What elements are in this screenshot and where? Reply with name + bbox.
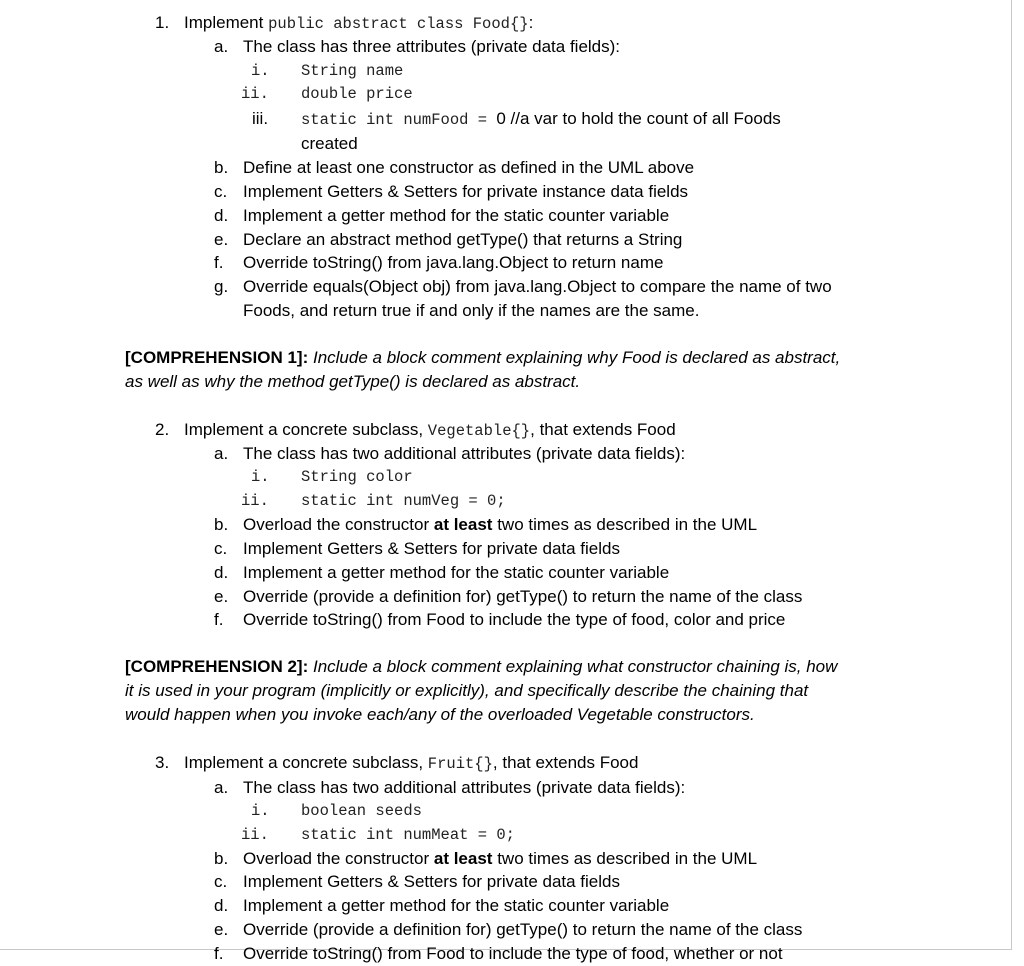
item-1a-iii-rest: 0 //a var to hold the count of all Foods [496,109,781,128]
item-2f-text: Override toString() from Food to include the type of food, color and price [243,610,786,629]
comprehension-1-line-2: as well as why the method getType() is declared as abstract. [125,372,581,391]
item-3a-letter: a. [214,778,229,797]
item-1a-text: The class has three attributes (private data fields): [243,37,621,56]
item-3a-i-roman: i. [251,802,270,820]
item-3a-text: The class has two additional attributes (private data fields): [243,778,686,797]
item-2a-text: The class has two additional attributes (private data fields): [243,444,686,463]
item-2b-pre: Overload the constructor [243,515,434,534]
item-3b-post: two times as described in the UML [492,849,758,868]
item-3b-pre: Overload the constructor [243,849,434,868]
section-1-heading [184,11,533,36]
comprehension-2-label: [COMPREHENSION 2]: [125,657,309,676]
comprehension-2-line-3: would happen when you invoke each/any of the overloaded Vegetable constructors. [125,705,755,724]
item-1a-iii-equals: = [468,111,497,129]
item-3b-bold: at least [433,849,493,868]
item-1a-iii-rest2: created [301,134,358,153]
item-1e-letter: e. [214,230,229,249]
comprehension-1-line-1 [125,346,840,370]
section-2-tail: , that extends Food [530,420,676,439]
item-1g-letter: g. [214,277,229,296]
item-2b-bold: at least [433,515,493,534]
item-3b-letter: b. [214,849,229,868]
section-1-tail: : [528,13,534,32]
comprehension-2-line-1 [125,655,837,679]
item-2a-i-code: String color [301,468,413,486]
item-3e-text: Override (provide a definition for) getType() to return the name of the class [243,920,803,939]
item-2a-letter: a. [214,444,229,463]
item-2f-letter: f. [214,610,224,629]
item-1a-ii-code: double price [301,85,413,103]
item-1b-letter: b. [214,158,229,177]
item-3e-letter: e. [214,920,229,939]
item-2c-letter: c. [214,539,228,558]
section-3-code: Fruit{} [427,755,493,773]
section-2-code: Vegetable{} [427,422,531,440]
item-1c-letter: c. [214,182,228,201]
item-2a-ii-roman: ii. [241,492,269,510]
section-2-number: 2. [155,420,170,439]
item-2a-ii-code: static int numVeg = 0; [301,492,506,510]
item-1g-text-2: Foods, and return true if and only if the names are the same. [243,301,700,320]
section-2-intro: Implement a concrete subclass, [184,420,424,439]
item-3d-text: Implement a getter method for the static counter variable [243,896,670,915]
item-1d-text: Implement a getter method for the static counter variable [243,206,670,225]
section-1-code: public abstract class Food{} [268,15,529,33]
item-1a-i-roman: i. [251,62,270,80]
comprehension-2-line-2: it is used in your program (implicitly or explicitly), and specifically describe the chaining that [125,681,809,700]
item-3a-i-code: boolean seeds [301,802,422,820]
item-2b-post: two times as described in the UML [492,515,758,534]
item-3c-letter: c. [214,872,228,891]
item-2e-letter: e. [214,587,229,606]
item-3d-letter: d. [214,896,229,915]
item-1a-ii-roman: ii. [241,85,269,103]
item-1a-iii-roman: iii. [252,109,269,128]
item-1a-iii-code: static int numFood [301,111,469,129]
section-2-heading [184,418,676,443]
section-3-heading [184,751,638,776]
section-3-tail: , that extends Food [492,753,639,772]
item-1b-text: Define at least one constructor as defined in the UML above [243,158,695,177]
section-1-intro: Implement [184,13,264,32]
item-3f-letter: f. [214,944,224,963]
item-3b-text [243,847,757,871]
item-3a-ii-roman: ii. [241,826,269,844]
comprehension-1-text-1: Include a block comment explaining why Food is declared as abstract, [312,348,841,367]
item-1c-text: Implement Getters & Setters for private instance data fields [243,182,689,201]
item-1e-text: Declare an abstract method getType() that returns a String [243,230,683,249]
item-1a-iii-text [301,107,781,132]
item-3f-text: Override toString() from Food to include the type of food, whether or not [243,944,783,963]
item-3a-ii-code: static int numMeat = 0; [301,826,515,844]
item-2c-text: Implement Getters & Setters for private data fields [243,539,620,558]
section-3-number: 3. [155,753,170,772]
comprehension-2-text-1: Include a block comment explaining what constructor chaining is, how [312,657,838,676]
item-2e-text: Override (provide a definition for) getType() to return the name of the class [243,587,803,606]
item-2b-text [243,513,757,537]
item-2d-text: Implement a getter method for the static counter variable [243,563,670,582]
comprehension-1-label: [COMPREHENSION 1]: [125,348,309,367]
item-2b-letter: b. [214,515,229,534]
section-1-number: 1. [155,13,170,32]
item-1f-letter: f. [214,253,224,272]
item-2d-letter: d. [214,563,229,582]
item-1g-text: Override equals(Object obj) from java.lang.Object to compare the name of two [243,277,832,296]
item-2a-i-roman: i. [251,468,270,486]
item-1a-i-code: String name [301,62,404,80]
item-1d-letter: d. [214,206,229,225]
item-1f-text: Override toString() from java.lang.Object to return name [243,253,664,272]
section-3-intro: Implement a concrete subclass, [184,753,424,772]
item-1a-letter: a. [214,37,229,56]
item-3c-text: Implement Getters & Setters for private data fields [243,872,620,891]
